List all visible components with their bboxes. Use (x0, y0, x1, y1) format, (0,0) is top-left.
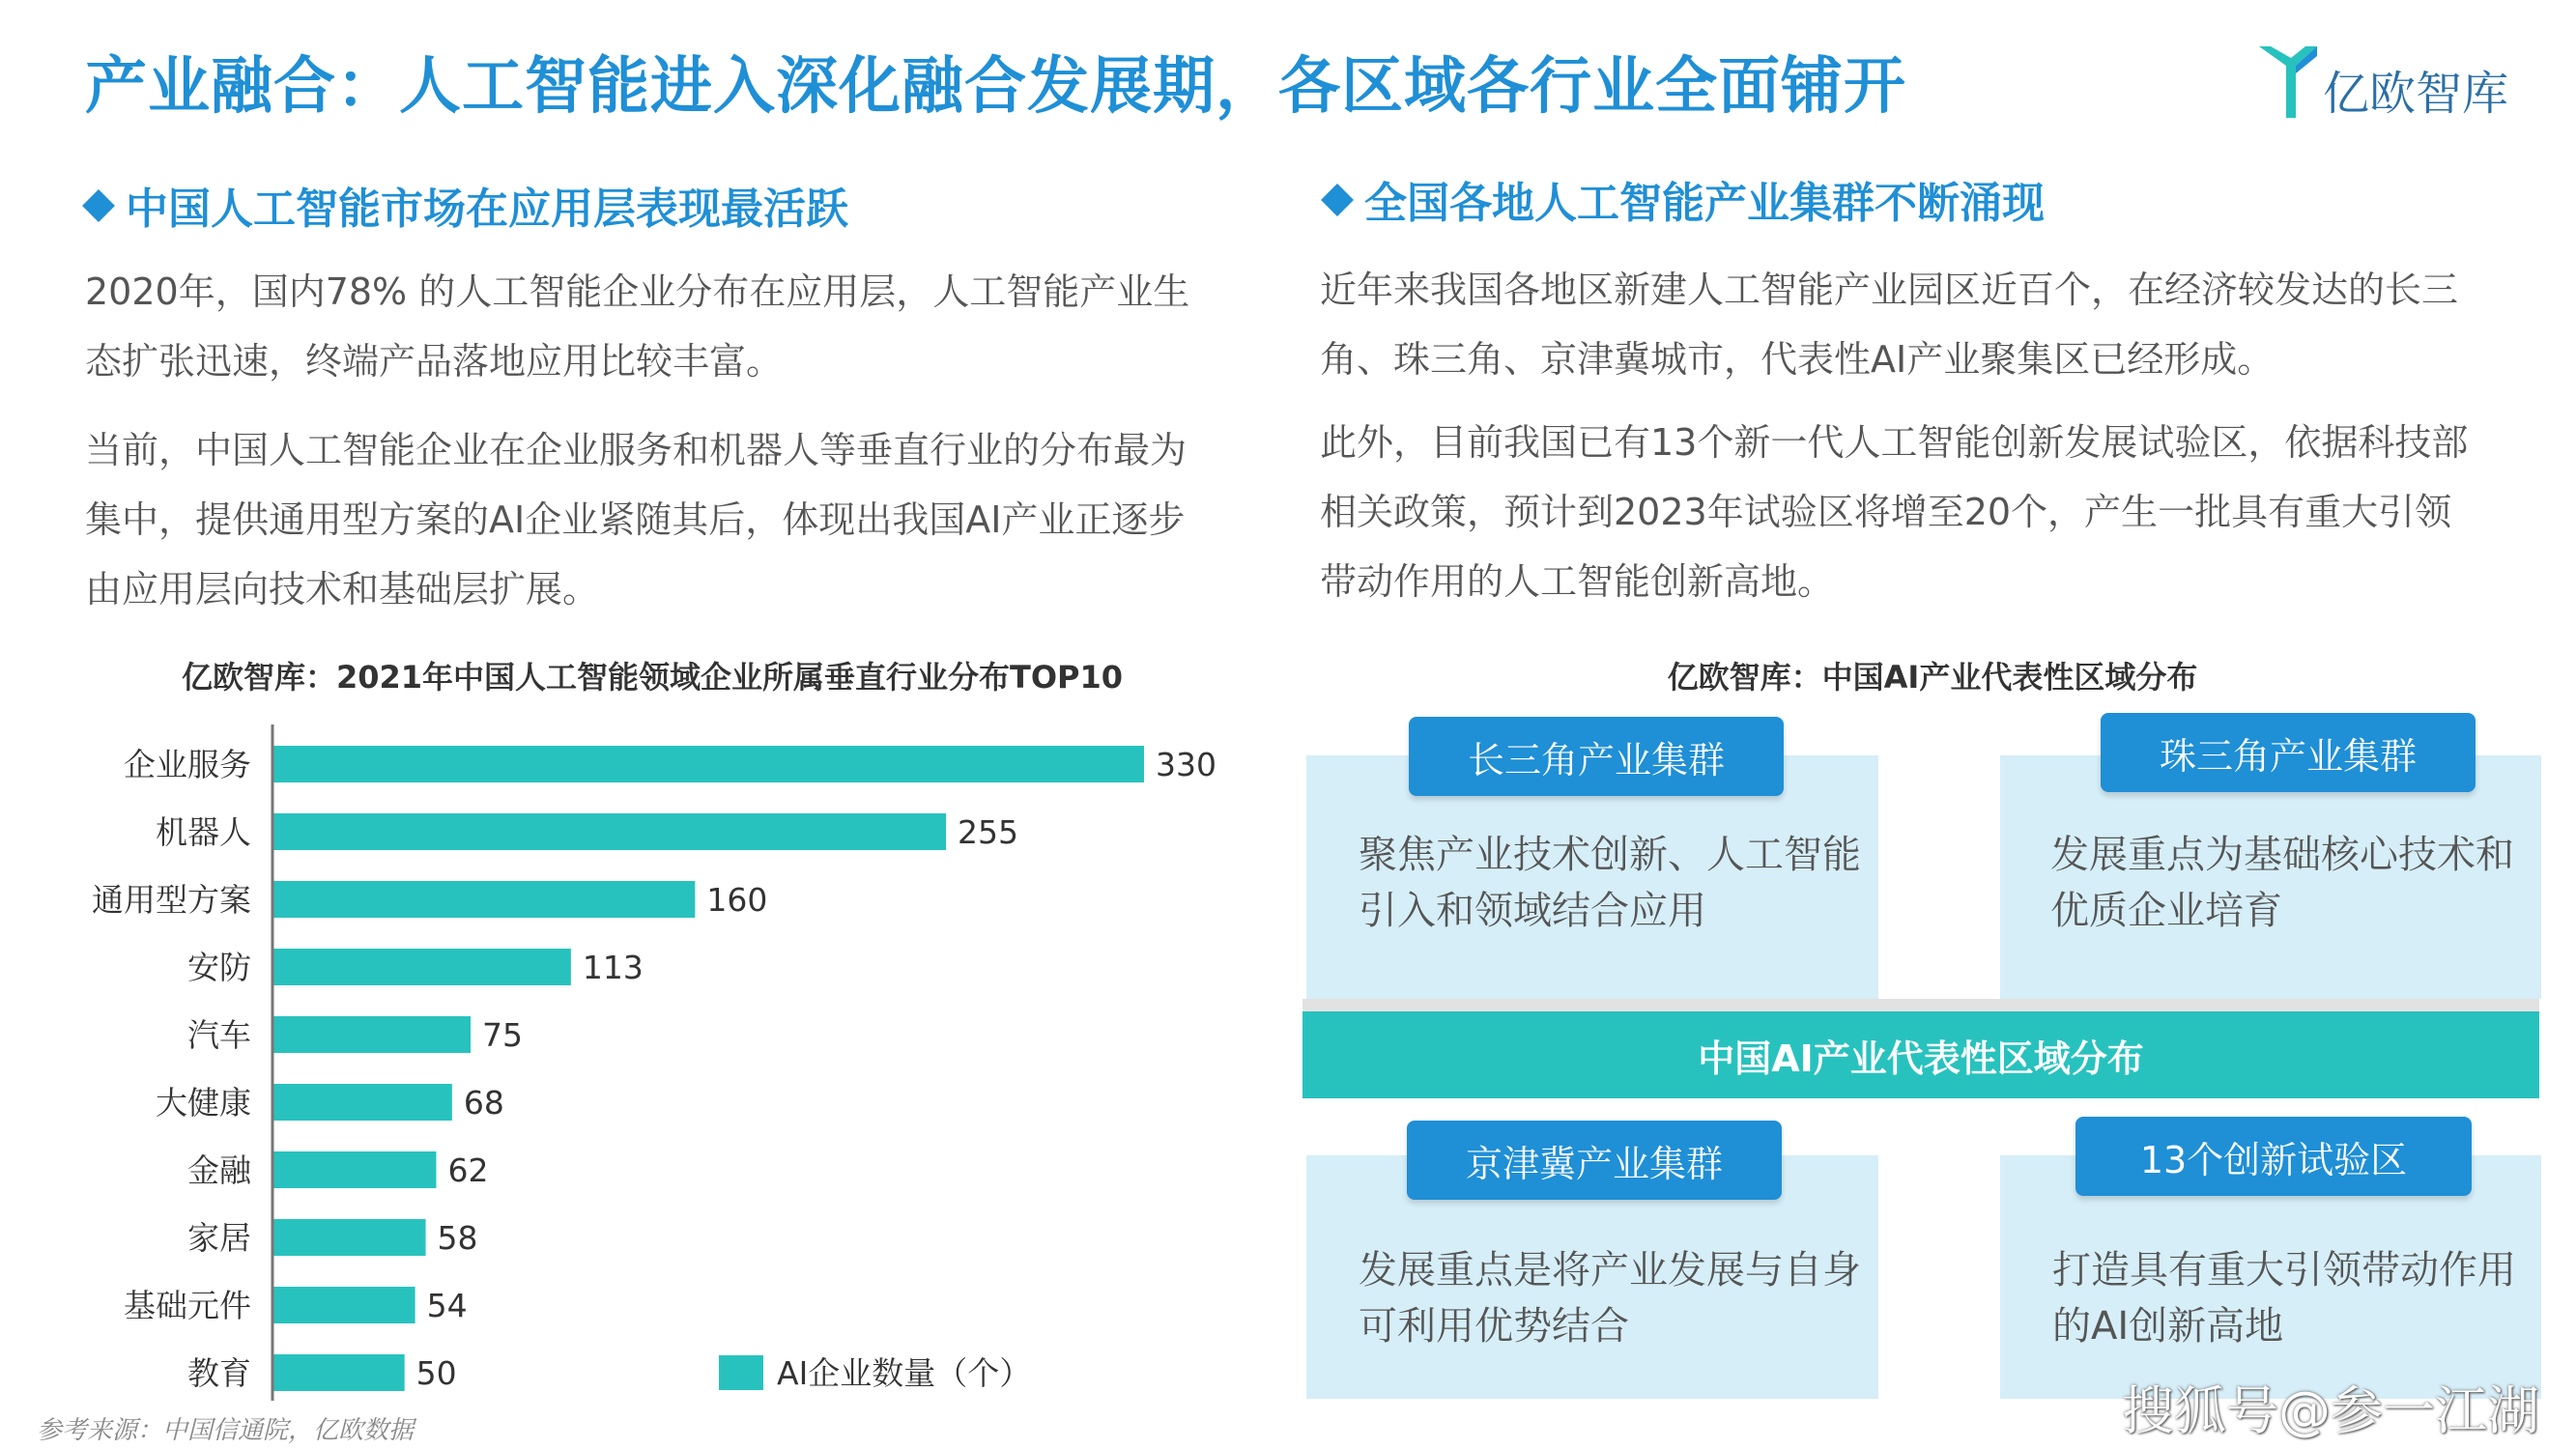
card-text (1359, 827, 1861, 939)
chart-title: 亿欧智库：2021年中国人工智能领域企业所属垂直行业分布TOP10 (181, 659, 1124, 696)
para-line: 角、珠三角、京津冀城市，代表性AI产业聚集区已经形成。 (1320, 338, 2275, 381)
bar (272, 1151, 436, 1188)
bar-chart (58, 705, 1246, 1401)
data-label: 62 (447, 1151, 489, 1189)
data-label: 58 (437, 1219, 478, 1257)
card-text-line: 的AI创新高地 (2052, 1304, 2284, 1349)
para-line: 2020年，国内78% 的人工智能企业分布在应用层，人工智能产业生 (85, 270, 1190, 313)
logo-icon (2257, 41, 2319, 120)
left-paragraph-1 (85, 257, 1283, 396)
bar (272, 1287, 415, 1323)
para-line: 相关政策，预计到2023年试验区将增至20个，产生一批具有重大引领 (1320, 491, 2452, 533)
card-head-jingjinji: 京津冀产业集群 (1407, 1121, 1782, 1200)
category-label: 家居 (187, 1219, 251, 1257)
para-line: 态扩张迅速，终端产品落地应用比较丰富。 (85, 340, 784, 383)
category-label: 机器人 (156, 813, 251, 851)
card-text-line: 发展重点是将产业发展与自身 (1359, 1248, 1861, 1293)
right-paragraph-2 (1320, 408, 2547, 616)
page-title: 产业融合：人工智能进入深化融合发展期，各区域各行业全面铺开 (85, 51, 1906, 123)
data-label: 330 (1156, 746, 1216, 783)
bar (272, 813, 946, 850)
category-label: 企业服务 (124, 746, 251, 783)
left-paragraph-2 (85, 415, 1283, 624)
card-text-line: 聚焦产业技术创新、人工智能 (1359, 833, 1861, 877)
para-line: 集中，提供通用型方案的AI企业紧随其后，体现出我国AI产业正逐步 (85, 498, 1186, 541)
bar (272, 1354, 405, 1391)
bar (272, 949, 571, 985)
bar (272, 1219, 426, 1256)
right-section-heading (1326, 168, 2045, 230)
data-label: 255 (958, 813, 1018, 851)
bar (272, 881, 695, 918)
data-label: 50 (415, 1354, 457, 1392)
data-label: 68 (463, 1084, 504, 1122)
para-line: 当前，中国人工智能企业在企业服务和机器人等垂直行业的分布最为 (85, 429, 1188, 471)
legend-swatch (719, 1355, 763, 1390)
card-text (2050, 827, 2514, 939)
right-heading-text: 全国各地人工智能产业集群不断涌现 (1364, 179, 2045, 228)
bar (272, 1084, 452, 1121)
card-text-line: 打造具有重大引领带动作用 (2052, 1248, 2516, 1293)
region-title: 亿欧智库：中国AI产业代表性区域分布 (1667, 659, 2198, 696)
logo-text: 亿欧智库 (2323, 67, 2509, 121)
card-head-pearl: 珠三角产业集群 (2101, 713, 2476, 792)
card-head-yangtze: 长三角产业集群 (1409, 717, 1784, 796)
logo (2257, 37, 2537, 124)
bar-chart-svg (58, 705, 1246, 1401)
card-text (2052, 1242, 2516, 1354)
card-text-line: 发展重点为基础核心技术和 (2050, 833, 2514, 877)
diamond-bullet-icon (1321, 184, 1354, 216)
data-label: 160 (706, 881, 768, 919)
bar (272, 746, 1144, 782)
right-paragraph-1 (1320, 255, 2547, 394)
region-band: 中国AI产业代表性区域分布 (1302, 1011, 2539, 1098)
para-line: 此外，目前我国已有13个新一代人工智能创新发展试验区，依据科技部 (1320, 421, 2469, 464)
band-shadow (1302, 999, 2539, 1012)
card-text (1359, 1242, 1861, 1354)
category-label: 通用型方案 (92, 881, 251, 919)
bar (272, 1016, 471, 1053)
category-label: 大健康 (156, 1084, 251, 1122)
left-section-heading (87, 174, 848, 236)
category-label: 基础元件 (124, 1287, 251, 1324)
data-label: 75 (482, 1016, 523, 1054)
category-label: 教育 (187, 1354, 251, 1392)
card-text-line: 优质企业培育 (2050, 889, 2282, 933)
diamond-bullet-icon (82, 189, 115, 222)
card-text-line: 可利用优势结合 (1359, 1304, 1629, 1349)
para-line: 带动作用的人工智能创新高地。 (1320, 560, 1835, 603)
para-line: 近年来我国各地区新建人工智能产业园区近百个，在经济较发达的长三 (1320, 269, 2459, 311)
para-line: 由应用层向技术和基础层扩展。 (85, 568, 600, 611)
category-label: 汽车 (187, 1016, 251, 1054)
card-head-pilot-zones: 13个创新试验区 (2075, 1117, 2472, 1196)
left-heading-text: 中国人工智能市场在应用层表现最活跃 (126, 185, 848, 234)
category-label: 金融 (187, 1151, 251, 1189)
source-note: 参考来源：中国信通院，亿欧数据 (37, 1416, 415, 1445)
legend-label: AI企业数量（个） (777, 1354, 1032, 1392)
category-label: 安防 (187, 949, 251, 986)
data-label: 54 (426, 1287, 468, 1324)
watermark: 搜狐号@参一江湖 (2122, 1380, 2539, 1441)
data-label: 113 (582, 949, 644, 986)
card-text-line: 引入和领域结合应用 (1359, 889, 1706, 933)
